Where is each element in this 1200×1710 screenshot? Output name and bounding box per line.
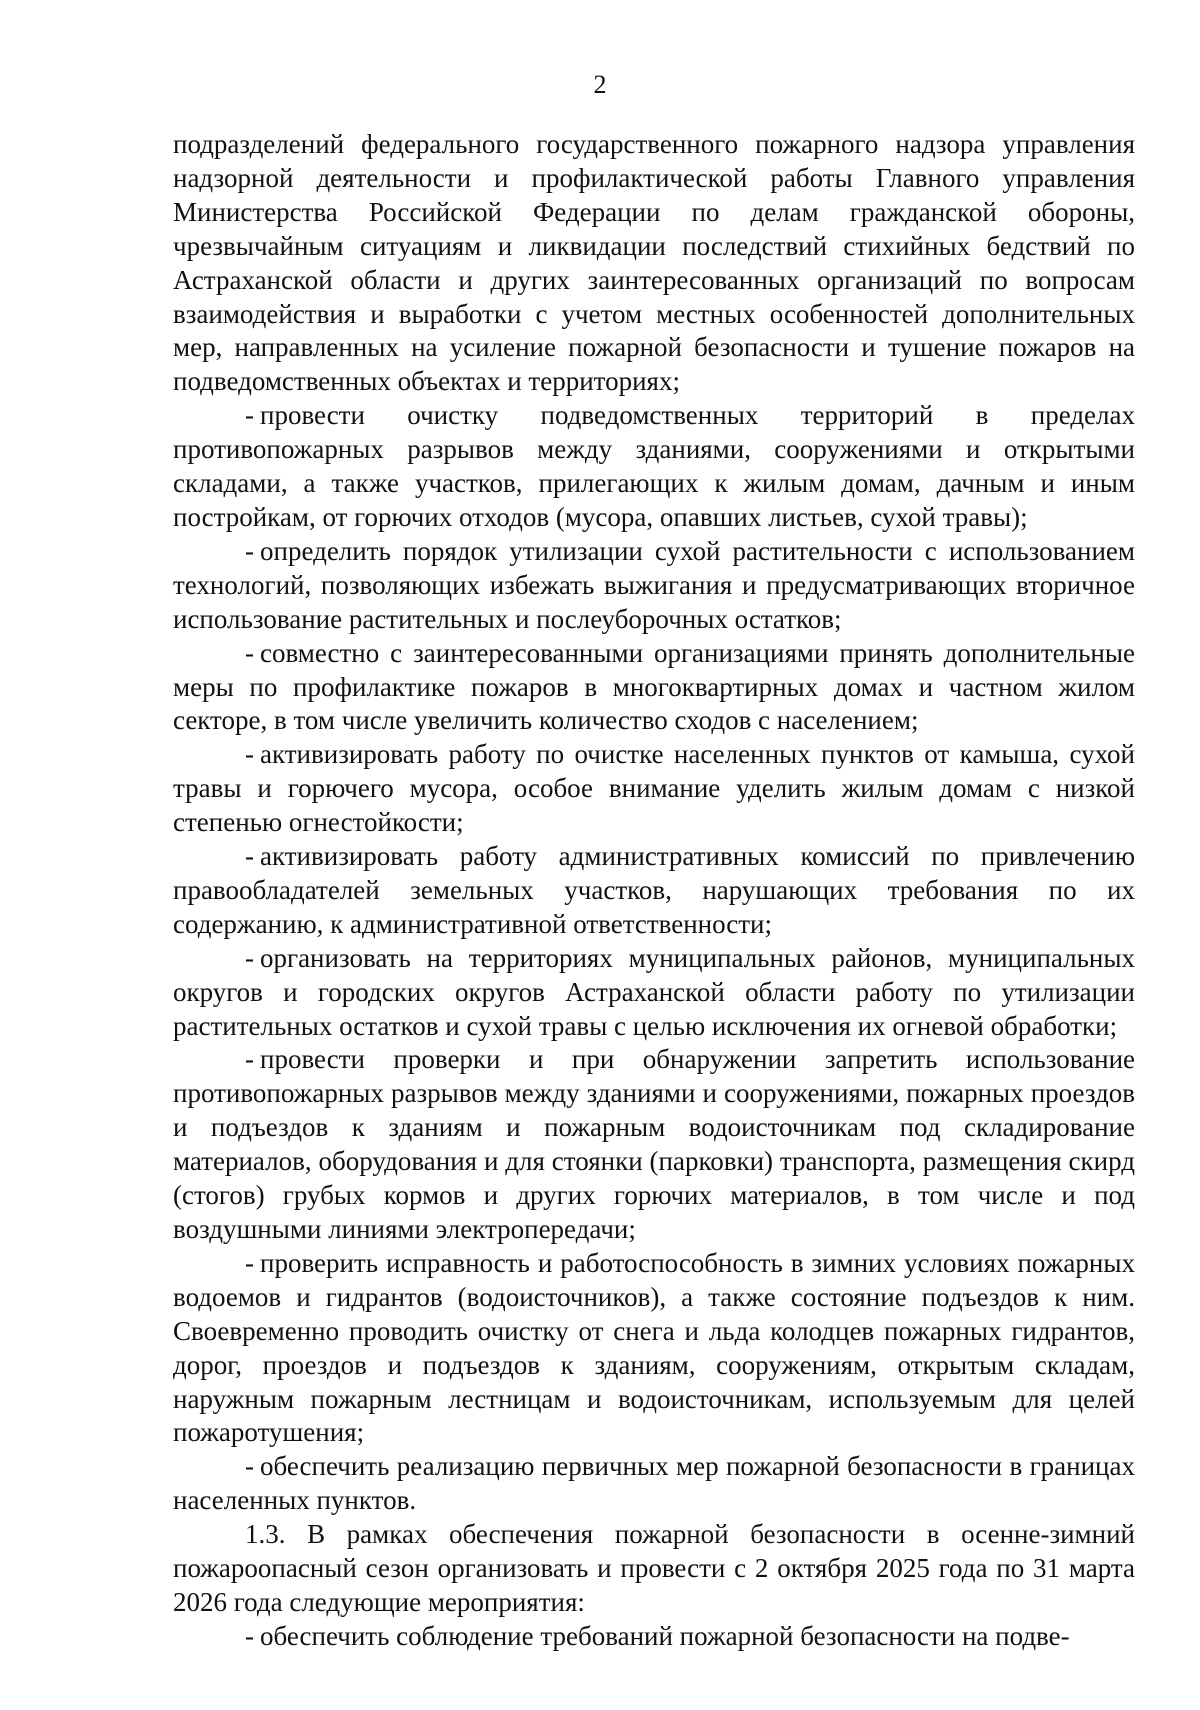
- list-item-text: совместно с заинтересованными организациями принять дополнительные меры по профилактике пожаров в многоквартирных домах и частном жилом секторе, в том числе увеличить количество сходов с населением;: [173, 637, 1135, 736]
- list-dash: -: [245, 1247, 254, 1278]
- list-item: [173, 637, 1135, 739]
- list-dash: -: [245, 1044, 254, 1075]
- section-paragraph: [173, 1518, 1135, 1620]
- list-dash: -: [245, 535, 254, 566]
- list-item: [173, 840, 1135, 942]
- paragraph: [173, 128, 1135, 399]
- page-number: 2: [593, 70, 607, 99]
- list-item-text: обеспечить соблюдение требований пожарной безопасности на подве-: [260, 1620, 1070, 1651]
- list-item: [173, 535, 1135, 637]
- paragraph-text: подразделений федерального государственного пожарного надзора управления надзорной деятельности и профилактической работы Главного управления Министерства Российской Федерации по делам гражданской обороны, чрезвычайным ситуациям и ликвидации последствий стихийных бедствий по Астраханской области и других заинтересованных организаций по вопросам взаимодействия и выработки с учетом местных особенностей дополнительных мер, направленных на усиление пожарной безопасности и тушение пожаров на подведомственных объектах и территориях;: [173, 129, 1135, 397]
- list-dash: -: [245, 1451, 254, 1482]
- list-dash: -: [245, 1620, 254, 1651]
- section-paragraph-text: 1.3. В рамках обеспечения пожарной безопасности в осенне-зимний пожароопасный сезон организовать и провести с 2 октября 2025 года по 31 марта 2026 года следующие мероприятия:: [173, 1519, 1135, 1617]
- list-dash: -: [245, 400, 254, 431]
- list-item: [173, 738, 1135, 840]
- list-item-text: провести проверки и при обнаружении запретить использование противопожарных разрывов между зданиями и сооружениями, пожарных проездов и подъездов к зданиям и пожарным водоисточникам под складирование материалов, оборудования и для стоянки (парковки) транспорта, размещения скирд (стогов) грубых кормов и других горючих материалов, в том числе и под воздушными линиями электропередачи;: [173, 1044, 1135, 1244]
- list-item: [173, 1247, 1135, 1450]
- list-item: [173, 399, 1135, 535]
- list-item-text: организовать на территориях муниципальных районов, муниципальных округов и городских округов Астраханской области работу по утилизации растительных остатков и сухой травы с целью исключения их огневой обработки;: [173, 942, 1135, 1041]
- list-item: [173, 942, 1135, 1044]
- list-item-text: определить порядок утилизации сухой растительности с использованием технологий, позволяющих избежать выжигания и предусматривающих вторичное использование растительных и послеуборочных остатков;: [173, 535, 1135, 634]
- list-dash: -: [245, 739, 254, 770]
- document-body: [173, 128, 1135, 1654]
- list-item: [173, 1620, 1135, 1654]
- list-dash: -: [245, 841, 254, 872]
- list-item-text: провести очистку подведомственных территорий в пределах противопожарных разрывов между зданиями, сооружениями и открытыми складами, а также участков, прилегающих к жилым домам, дачным и иным постройкам, от горючих отходов (мусора, опавших листьев, сухой травы);: [173, 400, 1135, 532]
- list-item: [173, 1043, 1135, 1246]
- list-item-text: активизировать работу административных комиссий по привлечению правообладателей земельных участков, нарушающих требования по их содержанию, к административной ответственности;: [173, 841, 1135, 939]
- list-item-text: проверить исправность и работоспособность в зимних условиях пожарных водоемов и гидрантов (водоисточников), а также состояние подъездов к ним. Своевременно проводить очистку от снега и льда колодцев пожарных гидрантов, дорог, проездов и подъездов к зданиям, сооружениям, открытым складам, наружным пожарным лестницам и водоисточникам, используемым для целей пожаротушения;: [173, 1247, 1135, 1448]
- list-item-text: активизировать работу по очистке населенных пунктов от камыша, сухой травы и горючего мусора, особое внимание уделить жилым домам с низкой степенью огнестойкости;: [173, 739, 1135, 838]
- list-dash: -: [245, 942, 254, 973]
- list-dash: -: [245, 637, 254, 668]
- list-item-text: обеспечить реализацию первичных мер пожарной безопасности в границах населенных пунктов.: [173, 1451, 1135, 1516]
- list-item: [173, 1450, 1135, 1518]
